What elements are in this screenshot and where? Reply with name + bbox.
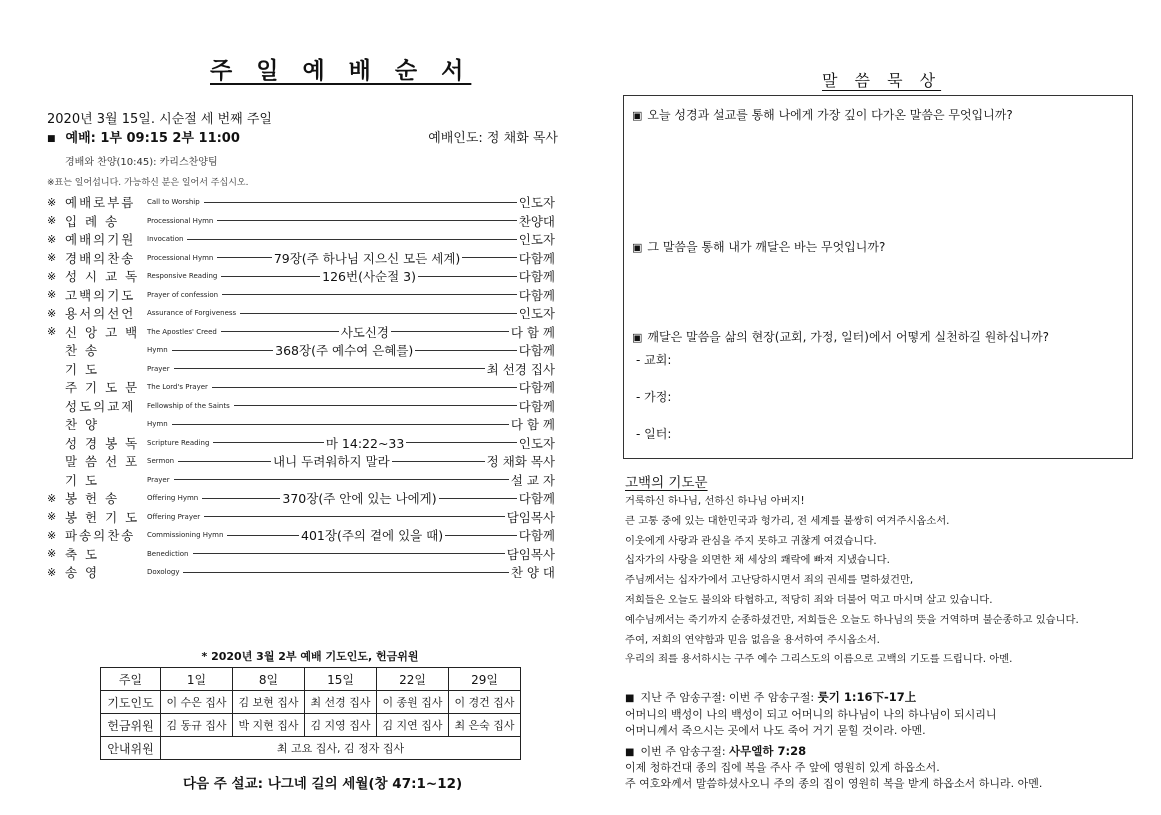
order-item-name: 입 례 송 [65,213,120,229]
praise-time: 경배와 찬양(10:45): 카리스찬양팀 [65,157,218,168]
question-text: 그 말씀을 통해 내가 깨달은 바는 무엇입니까? [647,240,886,254]
order-item-role: 담임목사 [506,509,555,525]
order-item-english: Offering Hymn [147,494,199,503]
memory-line: 이제 청하건대 종의 집에 복을 주사 주 앞에 영원히 있게 하옵소서. [625,761,940,774]
roster-row-label: 헌금위원 [101,714,161,737]
order-item-role: 찬양대 [518,213,555,229]
order-item-role: 다 함 께 [510,417,555,433]
roster-cell: 김 지연 집사 [377,714,449,737]
memory-ref: 룻기 1:16下-17上 [817,690,917,704]
roster-cell: 최 은숙 집사 [449,714,521,737]
order-item-name: 용서의선언 [65,306,136,322]
leader-line [445,535,517,536]
standing-mark: ※ [47,565,57,579]
order-item-name: 찬 송 [65,343,100,359]
order-row [47,489,555,508]
order-item-english: Processional Hymn [147,253,214,262]
leader-line [183,572,508,573]
bullet-square-icon: ■ [625,747,635,758]
order-item-english: Hymn [147,346,168,355]
order-item-name: 말 씀 선 포 [65,454,140,470]
order-item-role: 다 함 께 [510,324,555,340]
roster-table [100,667,521,760]
order-item-english: Fellowship of the Saints [147,401,230,410]
order-row [47,360,555,379]
order-row [47,341,555,360]
order-item-name: 기 도 [65,361,100,377]
leader-line [213,442,323,443]
order-item-name: 신 앙 고 백 [65,324,140,340]
standing-mark: ※ [47,510,57,524]
roster-row-label: 기도인도 [101,691,161,714]
standing-note: ※표는 일어섭니다. 가능하신 분은 일어서 주십시오. [47,178,249,188]
roster-cell: 박 지현 집사 [233,714,305,737]
leader-line [222,294,517,295]
worship-leader: 예배인도: 정 채화 목사 [428,131,558,146]
leader-line [174,479,509,480]
order-row [47,304,555,323]
order-row [47,508,555,527]
roster-cell: 이 경건 집사 [449,691,521,714]
prayer-line: 예수님께서는 죽기까지 순종하셨건만, 저희들은 오늘도 하나님의 뜻을 거역하며 불순종하고 있습니다. [625,613,1079,626]
order-item-name: 고백의기도 [65,287,136,303]
meditation-home: - 가정: [636,390,672,404]
order-item-role: 담임목사 [506,546,555,562]
order-item-role: 인도자 [518,306,555,322]
order-item-role: 인도자 [518,435,556,451]
prayer-line: 저희들은 오늘도 불의와 타협하고, 적당히 죄와 더불어 먹고 마시며 살고 있습니다. [625,593,993,606]
leader-line [202,498,280,499]
order-item-name: 봉 헌 송 [65,491,120,507]
leader-line [439,498,517,499]
standing-mark: ※ [47,288,57,302]
standing-mark: ※ [47,491,57,505]
order-row [47,397,555,416]
order-row [47,434,555,453]
leader-line [178,461,271,462]
roster-header: 주일 [101,668,161,691]
order-row [47,267,555,286]
order-row [47,415,555,434]
leader-line [392,461,485,462]
order-item-english: Prayer [147,475,170,484]
order-item-name: 성도의교제 [65,398,136,414]
leader-line [391,331,509,332]
order-item-english: Scripture Reading [147,438,210,447]
standing-mark: ※ [47,195,57,209]
prayer-line: 주여, 저희의 연약함과 믿음 없음을 용서하여 주시옵소서. [625,633,880,646]
order-row [47,323,555,342]
roster-cell: 이 종원 집사 [377,691,449,714]
order-item-role: 다함께 [518,287,555,303]
memory-line: 주 여호와께서 말씀하셨사오니 주의 종의 집이 영원히 복을 받게 하옵소서 하니라. 아멘. [625,777,1043,790]
roster-cell: 김 동규 집사 [161,714,233,737]
meditation-box [623,95,1133,459]
order-item-detail: 126번(사순절 3) [322,269,416,285]
leader-line [217,257,271,258]
order-item-role: 다함께 [518,250,556,266]
order-item-name: 경배의찬송 [65,250,136,266]
order-item-role: 다함께 [518,343,556,359]
memory-line: 어머니의 백성이 나의 백성이 되고 어머니의 하나님이 나의 하나님이 되시리니 [625,708,997,721]
order-item-detail: 사도신경 [340,324,389,340]
meditation-question-2 [632,238,885,255]
roster-header: 15일 [305,668,377,691]
order-item-detail: 368장(주 예수여 은혜를) [275,343,414,359]
leader-line [418,276,517,277]
order-item-name: 찬 양 [65,417,100,433]
prayer-line: 우리의 죄를 용서하시는 구주 예수 그리스도의 이름으로 고백의 기도를 드립니다. 아멘. [625,653,1013,666]
memory-label: 이번 주 암송구절: [640,745,726,758]
order-row [47,193,555,212]
order-item-role: 찬 양 대 [510,565,555,581]
order-item-name: 축 도 [65,546,100,562]
next-sermon: 다음 주 설교: 나그네 길의 세월(창 47:1~12) [183,776,463,792]
order-item-english: Assurance of Forgiveness [147,309,237,318]
leader-line [193,553,505,554]
bullet-square-icon: ■ [625,693,635,704]
roster-header: 22일 [377,668,449,691]
order-item-role: 다함께 [518,398,555,414]
order-item-english: The Apostles' Creed [147,327,217,336]
prayer-line: 주님께서는 십자가에서 고난당하시면서 죄의 권세를 멸하셨건만, [625,574,914,587]
roster-title: * 2020년 3월 2부 예배 기도인도, 헌금위원 [201,650,419,663]
roster-cell: 이 수은 집사 [161,691,233,714]
memory-ref: 사무엘하 7:28 [729,744,807,758]
order-item-detail: 370장(주 안에 있는 나에게) [282,491,437,507]
leader-line [212,387,517,388]
leader-line [217,220,516,221]
order-item-english: Responsive Reading [147,272,218,281]
question-text: 오늘 성경과 설교를 통해 나에게 가장 깊이 다가온 말씀은 무엇입니까? [647,108,1013,122]
order-item-role: 인도자 [518,232,555,248]
order-item-role: 다함께 [518,380,555,396]
order-item-english: Commissioning Hymn [147,531,224,540]
order-item-name: 주 기 도 문 [65,380,140,396]
order-item-detail: 79장(주 하나님 지으신 모든 세계) [273,250,461,266]
roster-row-label: 안내위원 [101,737,161,760]
roster-cell: 김 보현 집사 [233,691,305,714]
service-date: 2020년 3월 15일. 시순절 세 번째 주일 [47,112,272,127]
checkbox-square-icon: ▣ [632,109,643,122]
order-item-name: 예배로부름 [65,195,136,211]
order-item-name: 성 경 봉 독 [65,435,140,451]
roster-header: 8일 [233,668,305,691]
order-item-detail: 내니 두려워하지 말라 [273,454,390,470]
leader-line [172,350,273,351]
order-row [47,545,555,564]
prayer-line: 십자가의 사랑을 외면한 채 세상의 쾌락에 빠져 지냈습니다. [625,554,890,567]
roster-header: 1일 [161,668,233,691]
order-item-role: 정 채화 목사 [486,454,555,470]
memory-label: 지난 주 암송구절: 이번 주 암송구절: [640,691,815,704]
meditation-title: 말 씀 묵 상 [822,71,942,90]
order-row [47,230,555,249]
order-item-name: 봉 헌 기 도 [65,509,140,525]
checkbox-square-icon: ▣ [632,331,643,344]
order-item-english: Prayer of confession [147,290,219,299]
leader-line [227,535,299,536]
leader-line [172,424,509,425]
leader-line [221,331,339,332]
order-item-role: 다함께 [518,269,555,285]
service-times-label: 예배: 1부 09:15 2부 11:00 [65,131,240,146]
roster-cell: 김 지영 집사 [305,714,377,737]
order-row [47,452,555,471]
leader-line [221,276,320,277]
roster-row-usher [101,737,521,760]
order-row [47,249,555,268]
standing-mark: ※ [47,269,57,283]
order-item-detail: 401장(주의 곁에 있을 때) [301,528,444,544]
roster-cell: 최 선경 집사 [305,691,377,714]
standing-mark: ※ [47,251,57,265]
leader-line [204,202,517,203]
standing-mark: ※ [47,528,57,542]
order-item-english: Invocation [147,235,184,244]
order-item-english: The Lord's Prayer [147,383,208,392]
roster-header: 29일 [449,668,521,691]
standing-mark: ※ [47,547,57,561]
meditation-church: - 교회: [636,353,672,367]
order-row [47,212,555,231]
leader-line [174,368,485,369]
prayer-line: 거룩하신 하나님, 선하신 하나님 아버지! [625,495,805,507]
roster-header-row [101,668,521,691]
order-item-role: 다함께 [518,528,555,544]
order-item-role: 설 교 자 [510,472,555,488]
order-item-english: Processional Hymn [147,216,214,225]
order-row [47,471,555,490]
order-item-name: 성 시 교 독 [65,269,140,285]
order-item-role: 다함께 [518,491,555,507]
meditation-question-1 [632,106,1013,123]
confession-prayer [625,492,1145,670]
prayer-line: 이웃에게 사랑과 관심을 주지 못하고 귀찮게 여겼습니다. [625,534,877,547]
order-row [47,563,555,582]
roster-usher-value: 최 고요 집사, 김 정자 집사 [161,737,521,760]
standing-mark: ※ [47,306,57,320]
order-item-english: Sermon [147,457,175,466]
order-item-detail: 마 14:22~33 [325,435,405,451]
leader-line [415,350,516,351]
order-row [47,286,555,305]
memory-line: 어머니께서 죽으시는 곳에서 나도 죽어 거기 묻힐 것이라. 아멘. [625,724,926,737]
leader-line [240,313,517,314]
order-item-english: Prayer [147,364,170,373]
leader-line [462,257,516,258]
order-item-name: 예배의기원 [65,232,136,248]
order-item-name: 기 도 [65,472,100,488]
standing-mark: ※ [47,325,57,339]
order-item-name: 송 영 [65,565,100,581]
order-row [47,526,555,545]
order-of-worship [47,193,555,582]
meditation-question-3 [632,328,1049,345]
roster-row-prayer [101,691,521,714]
order-item-english: Hymn [147,420,168,429]
order-item-name: 파송의찬송 [65,528,136,544]
leader-line [406,442,516,443]
order-item-english: Doxology [147,568,180,577]
question-text: 깨달은 말씀을 삶의 현장(교회, 가정, 일터)에서 어떻게 실천하길 원하십니까? [647,330,1050,344]
confession-title: 고백의 기도문 [625,475,708,491]
page-title: 주 일 예 배 순 서 [210,58,472,84]
prayer-line: 큰 고통 중에 있는 대한민국과 헝가리, 전 세계를 불쌍히 여겨주시옵소서. [625,514,950,527]
memory-verse-last [625,689,1145,705]
order-item-role: 최 선경 집사 [486,361,555,377]
checkbox-square-icon: ▣ [632,241,643,254]
bullet-square-icon: ■ [47,134,56,144]
standing-mark: ※ [47,232,57,246]
order-item-role: 인도자 [518,195,555,211]
order-item-english: Offering Prayer [147,512,201,521]
order-item-english: Benediction [147,549,189,558]
roster-row-offering [101,714,521,737]
order-item-english: Call to Worship [147,198,200,207]
leader-line [234,405,517,406]
meditation-work: - 일터: [636,427,672,441]
memory-verse-this [625,743,1145,759]
leader-line [204,516,505,517]
order-row [47,378,555,397]
service-times [47,127,240,146]
standing-mark: ※ [47,214,57,228]
leader-line [187,239,516,240]
